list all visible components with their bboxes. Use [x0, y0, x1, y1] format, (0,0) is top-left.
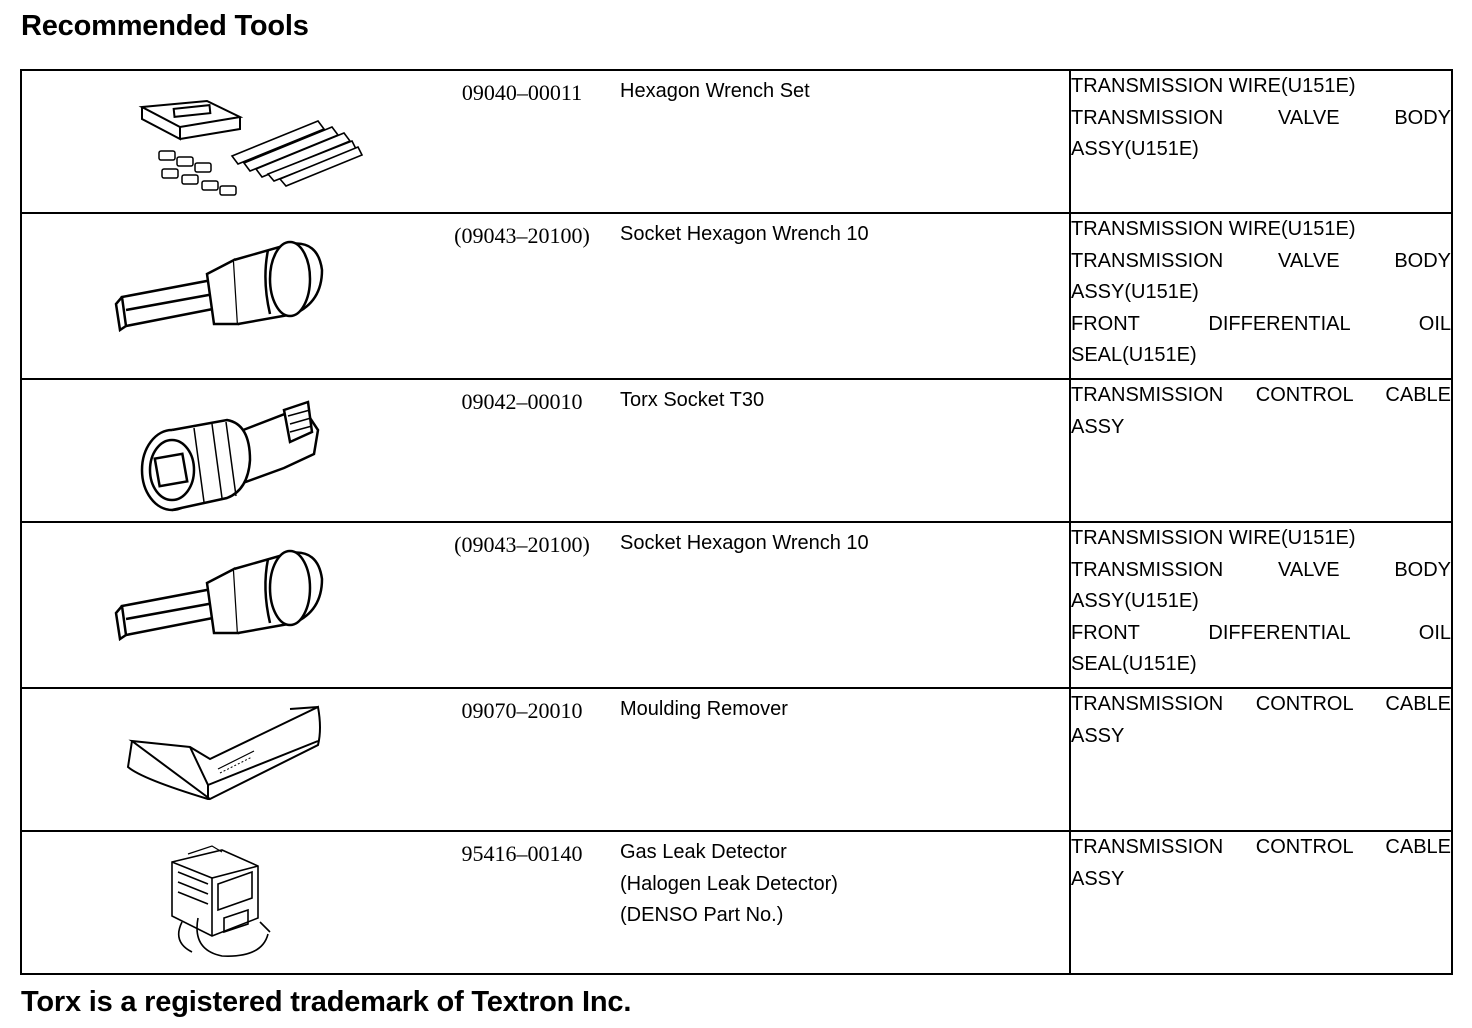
table-row: [21, 70, 1452, 213]
table-row: [21, 688, 1452, 831]
usage-cell: TRANSMISSION CONTROL CABLE ASSY: [1070, 688, 1452, 831]
part-number: (09043–20100): [454, 223, 590, 248]
table-row: [21, 522, 1452, 688]
tool-name: Socket Hexagon Wrench 10: [620, 223, 869, 245]
table-row: [21, 213, 1452, 379]
usage-cell: TRANSMISSION WIRE(U151E) TRANSMISSION VALVE BODY ASSY(U151E) FRONT DIFFERENTIAL OIL SEAL(U151E): [1070, 522, 1452, 688]
tool-cell: [21, 522, 1070, 688]
part-number: (09043–20100): [454, 532, 590, 557]
usage-cell: TRANSMISSION CONTROL CABLE ASSY: [1070, 831, 1452, 974]
table-row: [21, 379, 1452, 522]
socket-hexagon-wrench-icon: [22, 523, 422, 683]
tool-cell: [21, 831, 1070, 974]
tool-cell: [21, 379, 1070, 522]
tool-cell: [21, 213, 1070, 379]
tool-name: Hexagon Wrench Set: [620, 80, 810, 102]
torx-socket-icon: [22, 380, 422, 520]
socket-hexagon-wrench-icon: [22, 214, 422, 374]
page-title: Recommended Tools: [21, 10, 309, 42]
tool-name: Torx Socket T30: [620, 389, 765, 411]
tool-name: Gas Leak Detector (Halogen Leak Detector) (DENSO Part No.): [620, 841, 838, 926]
usage-cell: TRANSMISSION CONTROL CABLE ASSY: [1070, 379, 1452, 522]
part-number: 09070–20010: [461, 698, 583, 723]
usage-cell: TRANSMISSION WIRE(U151E) TRANSMISSION VALVE BODY ASSY(U151E): [1070, 70, 1452, 213]
trademark-footnote: Torx is a registered trademark of Textron Inc.: [21, 986, 632, 1018]
usage-cell: TRANSMISSION WIRE(U151E) TRANSMISSION VALVE BODY ASSY(U151E) FRONT DIFFERENTIAL OIL SEAL(U151E): [1070, 213, 1452, 379]
table-row: [21, 831, 1452, 974]
part-number: 95416–00140: [461, 841, 583, 866]
tool-name: Socket Hexagon Wrench 10: [620, 532, 869, 554]
gas-leak-detector-icon: [22, 832, 422, 972]
tool-name: Moulding Remover: [620, 698, 788, 720]
moulding-remover-icon: [22, 689, 422, 829]
tool-cell: [21, 70, 1070, 213]
part-number: 09040–00011: [461, 80, 583, 105]
hexagon-wrench-set-icon: [22, 71, 422, 211]
recommended-tools-table: [20, 69, 1453, 975]
part-number: 09042–00010: [461, 389, 583, 414]
tool-cell: [21, 688, 1070, 831]
